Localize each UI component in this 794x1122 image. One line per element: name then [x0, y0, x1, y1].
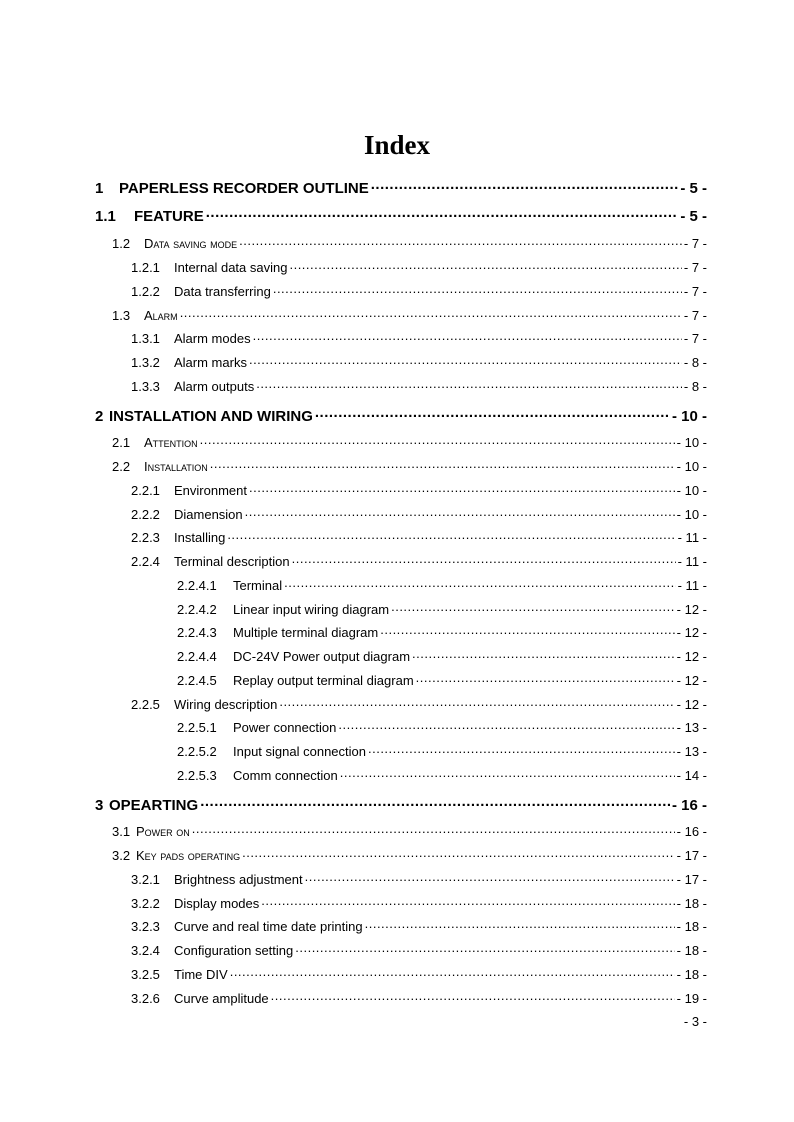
- toc-entry-page: - 18 -: [676, 967, 707, 982]
- toc-entry[interactable]: [131, 942, 707, 958]
- toc-entry-number: 3.2.1: [131, 872, 160, 887]
- dot-leader: [371, 178, 679, 193]
- toc-entry[interactable]: [131, 378, 707, 394]
- toc-entry-page: - 18 -: [676, 896, 707, 911]
- toc-entry[interactable]: [131, 990, 707, 1006]
- toc-entry[interactable]: [131, 966, 707, 982]
- page-title: Index: [363, 130, 431, 160]
- toc-entry-label: Internal data saving: [174, 260, 288, 275]
- toc-entry-number: 2.1: [112, 435, 131, 450]
- toc-entry-number: 2.2: [112, 459, 131, 474]
- dot-leader: [249, 354, 682, 367]
- dot-leader: [412, 648, 675, 661]
- toc-entry-number: 1.1: [95, 208, 116, 225]
- dot-leader: [271, 990, 675, 1003]
- toc-entry-page: - 12 -: [676, 602, 707, 617]
- toc-entry[interactable]: [112, 235, 707, 251]
- toc-entry-number: 3.1: [112, 824, 131, 839]
- toc-entry-page: - 11 -: [677, 578, 707, 593]
- toc-entry-page: - 16 -: [676, 824, 707, 839]
- toc-entry[interactable]: [131, 506, 707, 522]
- toc-entry[interactable]: [131, 918, 707, 934]
- toc-entry-page: - 13 -: [676, 744, 707, 759]
- toc-entry-number: 2.2.4.5: [177, 673, 217, 688]
- dot-leader: [338, 719, 674, 732]
- dot-leader: [365, 918, 675, 931]
- toc-entry-label: Alarm marks: [174, 355, 247, 370]
- toc-entry-label: Data saving mode: [144, 236, 238, 251]
- dot-leader: [210, 458, 675, 471]
- toc-entry-number: 1.2.2: [131, 284, 160, 299]
- toc-entry[interactable]: [177, 743, 707, 759]
- dot-leader: [245, 506, 675, 519]
- toc-entry-page: - 14 -: [676, 768, 707, 783]
- toc-entry-number: 1.2: [112, 236, 131, 251]
- toc-entry[interactable]: [131, 529, 707, 545]
- toc-entry-label: DC-24V Power output diagram: [233, 649, 411, 664]
- dot-leader: [273, 283, 682, 296]
- toc-entry-number: 2.2.4.1: [177, 578, 217, 593]
- toc-entry[interactable]: [177, 672, 707, 688]
- toc-entry-label: Linear input wiring diagram: [233, 602, 390, 617]
- toc-entry[interactable]: [131, 553, 707, 569]
- toc-entry-number: 1.3.2: [131, 355, 160, 370]
- toc-entry-number: 3.2: [112, 848, 131, 863]
- toc-entry-number: 3.2.4: [131, 943, 160, 958]
- dot-leader: [249, 482, 675, 495]
- dot-leader: [284, 577, 675, 590]
- toc-entry-label: Curve amplitude: [174, 991, 269, 1006]
- toc-entry[interactable]: [131, 330, 707, 346]
- toc-entry-page: - 17 -: [676, 848, 707, 863]
- toc-entry[interactable]: [131, 354, 707, 370]
- toc-entry-number: 3.2.5: [131, 967, 160, 982]
- toc-entry[interactable]: [112, 434, 707, 450]
- toc-entry-page: - 12 -: [676, 673, 707, 688]
- toc-entry-page: - 7 -: [683, 331, 707, 346]
- dot-leader: [256, 378, 682, 391]
- toc-entry-number: 2.2.4.3: [177, 625, 217, 640]
- toc-entry-page: - 8 -: [683, 379, 707, 394]
- toc-entry-number: 1.3.1: [131, 331, 160, 346]
- toc-entry-label: Power on: [136, 824, 190, 839]
- toc-entry-label: INSTALLATION AND WIRING: [109, 408, 313, 425]
- toc-entry-number: 2.2.4: [131, 554, 160, 569]
- toc-entry[interactable]: [95, 795, 707, 814]
- toc-entry-label: OPEARTING: [109, 797, 199, 814]
- toc-entry-number: 2.2.5: [131, 697, 160, 712]
- toc-entry[interactable]: [95, 178, 707, 197]
- toc-entry-page: - 7 -: [683, 284, 707, 299]
- toc-entry-page: - 16 -: [671, 797, 707, 814]
- toc-entry-number: 1.2.1: [131, 260, 160, 275]
- toc-entry-page: - 12 -: [676, 625, 707, 640]
- toc-entry-number: 3.2.3: [131, 919, 160, 934]
- toc-entry[interactable]: [131, 259, 707, 275]
- toc-entry-label: Time DIV: [174, 967, 228, 982]
- dot-leader: [368, 743, 675, 756]
- toc-entry-label: Wiring description: [174, 697, 278, 712]
- toc-entry-number: 2.2.5.1: [177, 720, 217, 735]
- toc-entry[interactable]: [95, 206, 707, 225]
- toc-entry[interactable]: [131, 895, 707, 911]
- toc-entry[interactable]: [177, 601, 707, 617]
- toc-entry[interactable]: [177, 577, 707, 593]
- toc-entry-number: 2.2.4.4: [177, 649, 217, 664]
- toc-entry-number: 3.2.2: [131, 896, 160, 911]
- dot-leader: [279, 696, 674, 709]
- dot-leader: [295, 942, 674, 955]
- toc-entry-page: - 10 -: [676, 435, 707, 450]
- toc-entry-page: - 7 -: [683, 236, 707, 251]
- toc-entry-number: 2.2.1: [131, 483, 160, 498]
- toc-entry[interactable]: [112, 823, 707, 839]
- dot-leader: [206, 206, 679, 221]
- toc-entry-page: - 10 -: [676, 483, 707, 498]
- toc-entry-label: Replay output terminal diagram: [233, 673, 414, 688]
- dot-leader: [305, 871, 675, 884]
- toc-entry[interactable]: [95, 406, 707, 425]
- toc-entry-number: 2.2.4.2: [177, 602, 217, 617]
- toc-entry-page: - 8 -: [683, 355, 707, 370]
- toc-entry-label: Multiple terminal diagram: [233, 625, 379, 640]
- toc-entry-label: Diamension: [174, 507, 243, 522]
- toc-entry-page: - 7 -: [683, 308, 707, 323]
- dot-leader: [416, 672, 675, 685]
- toc-entry-label: Data transferring: [174, 284, 271, 299]
- dot-leader: [261, 895, 674, 908]
- toc-entry-label: Alarm: [144, 308, 178, 323]
- toc-entry-page: - 7 -: [683, 260, 707, 275]
- toc-entry-number: 2.2.2: [131, 507, 160, 522]
- dot-leader: [200, 795, 670, 810]
- toc-entry-label: Configuration setting: [174, 943, 294, 958]
- toc-entry-label: Installing: [174, 530, 226, 545]
- toc-entry-label: Brightness adjustment: [174, 872, 303, 887]
- toc-entry-page: - 11 -: [677, 530, 707, 545]
- toc-entry-number: 2.2.3: [131, 530, 160, 545]
- toc-entry-label: Display modes: [174, 896, 260, 911]
- toc-entry[interactable]: [131, 482, 707, 498]
- toc-entry-label: FEATURE: [134, 208, 204, 225]
- dot-leader: [242, 847, 675, 860]
- toc-entry-label: Attention: [144, 435, 198, 450]
- toc-entry-page: - 5 -: [680, 180, 707, 197]
- dot-leader: [391, 601, 675, 614]
- dot-leader: [200, 434, 675, 447]
- page-number: - 3 -: [683, 1014, 707, 1029]
- toc-entry-label: Environment: [174, 483, 247, 498]
- toc-entry-number: 1.3.3: [131, 379, 160, 394]
- toc-entry[interactable]: [131, 696, 707, 712]
- toc-entry-page: - 10 -: [676, 507, 707, 522]
- toc-entry-number: 2.2.5.2: [177, 744, 217, 759]
- toc-entry-label: Power connection: [233, 720, 337, 735]
- dot-leader: [380, 624, 674, 637]
- toc-entry-page: - 13 -: [676, 720, 707, 735]
- toc-entry-label: PAPERLESS RECORDER OUTLINE: [119, 180, 369, 197]
- toc-entry[interactable]: [112, 847, 707, 863]
- toc-entry-page: - 18 -: [676, 919, 707, 934]
- toc-entry-number: 2: [95, 408, 104, 425]
- dot-leader: [289, 259, 681, 272]
- toc-entry[interactable]: [177, 719, 707, 735]
- dot-leader: [315, 406, 670, 421]
- toc-entry-label: Terminal: [233, 578, 283, 593]
- toc-entry-number: 3: [95, 797, 104, 814]
- toc-entry-label: Key pads operating: [136, 848, 241, 863]
- toc-entry-label: Comm connection: [233, 768, 338, 783]
- toc-entry-page: - 12 -: [676, 649, 707, 664]
- dot-leader: [239, 235, 682, 248]
- dot-leader: [230, 966, 675, 979]
- toc-entry-label: Terminal description: [174, 554, 290, 569]
- toc-entry-number: 1.3: [112, 308, 131, 323]
- toc-entry-label: Input signal connection: [233, 744, 366, 759]
- dot-leader: [192, 823, 675, 836]
- dot-leader: [340, 767, 675, 780]
- toc-entry-page: - 10 -: [671, 408, 707, 425]
- toc-entry-label: Alarm outputs: [174, 379, 255, 394]
- toc-entry[interactable]: [112, 307, 707, 323]
- toc-entry[interactable]: [131, 283, 707, 299]
- toc-entry-label: Installation: [144, 459, 208, 474]
- toc-entry-number: 1: [95, 180, 104, 197]
- toc-entry-label: Curve and real time date printing: [174, 919, 363, 934]
- toc-entry-label: Alarm modes: [174, 331, 251, 346]
- dot-leader: [227, 529, 675, 542]
- toc-entry[interactable]: [177, 624, 707, 640]
- toc-entry-page: - 19 -: [676, 991, 707, 1006]
- toc-entry[interactable]: [131, 871, 707, 887]
- dot-leader: [253, 330, 682, 343]
- dot-leader: [180, 307, 682, 320]
- toc-entry-page: - 18 -: [676, 943, 707, 958]
- toc-entry-page: - 10 -: [676, 459, 707, 474]
- toc-entry-page: - 11 -: [677, 554, 707, 569]
- dot-leader: [292, 553, 676, 566]
- toc-entry[interactable]: [177, 648, 707, 664]
- toc-entry-page: - 17 -: [676, 872, 707, 887]
- toc-entry[interactable]: [177, 767, 707, 783]
- toc-entry-page: - 12 -: [676, 697, 707, 712]
- toc-entry[interactable]: [112, 458, 707, 474]
- toc-entry-number: 2.2.5.3: [177, 768, 217, 783]
- toc-entry-page: - 5 -: [680, 208, 707, 225]
- toc-entry-number: 3.2.6: [131, 991, 160, 1006]
